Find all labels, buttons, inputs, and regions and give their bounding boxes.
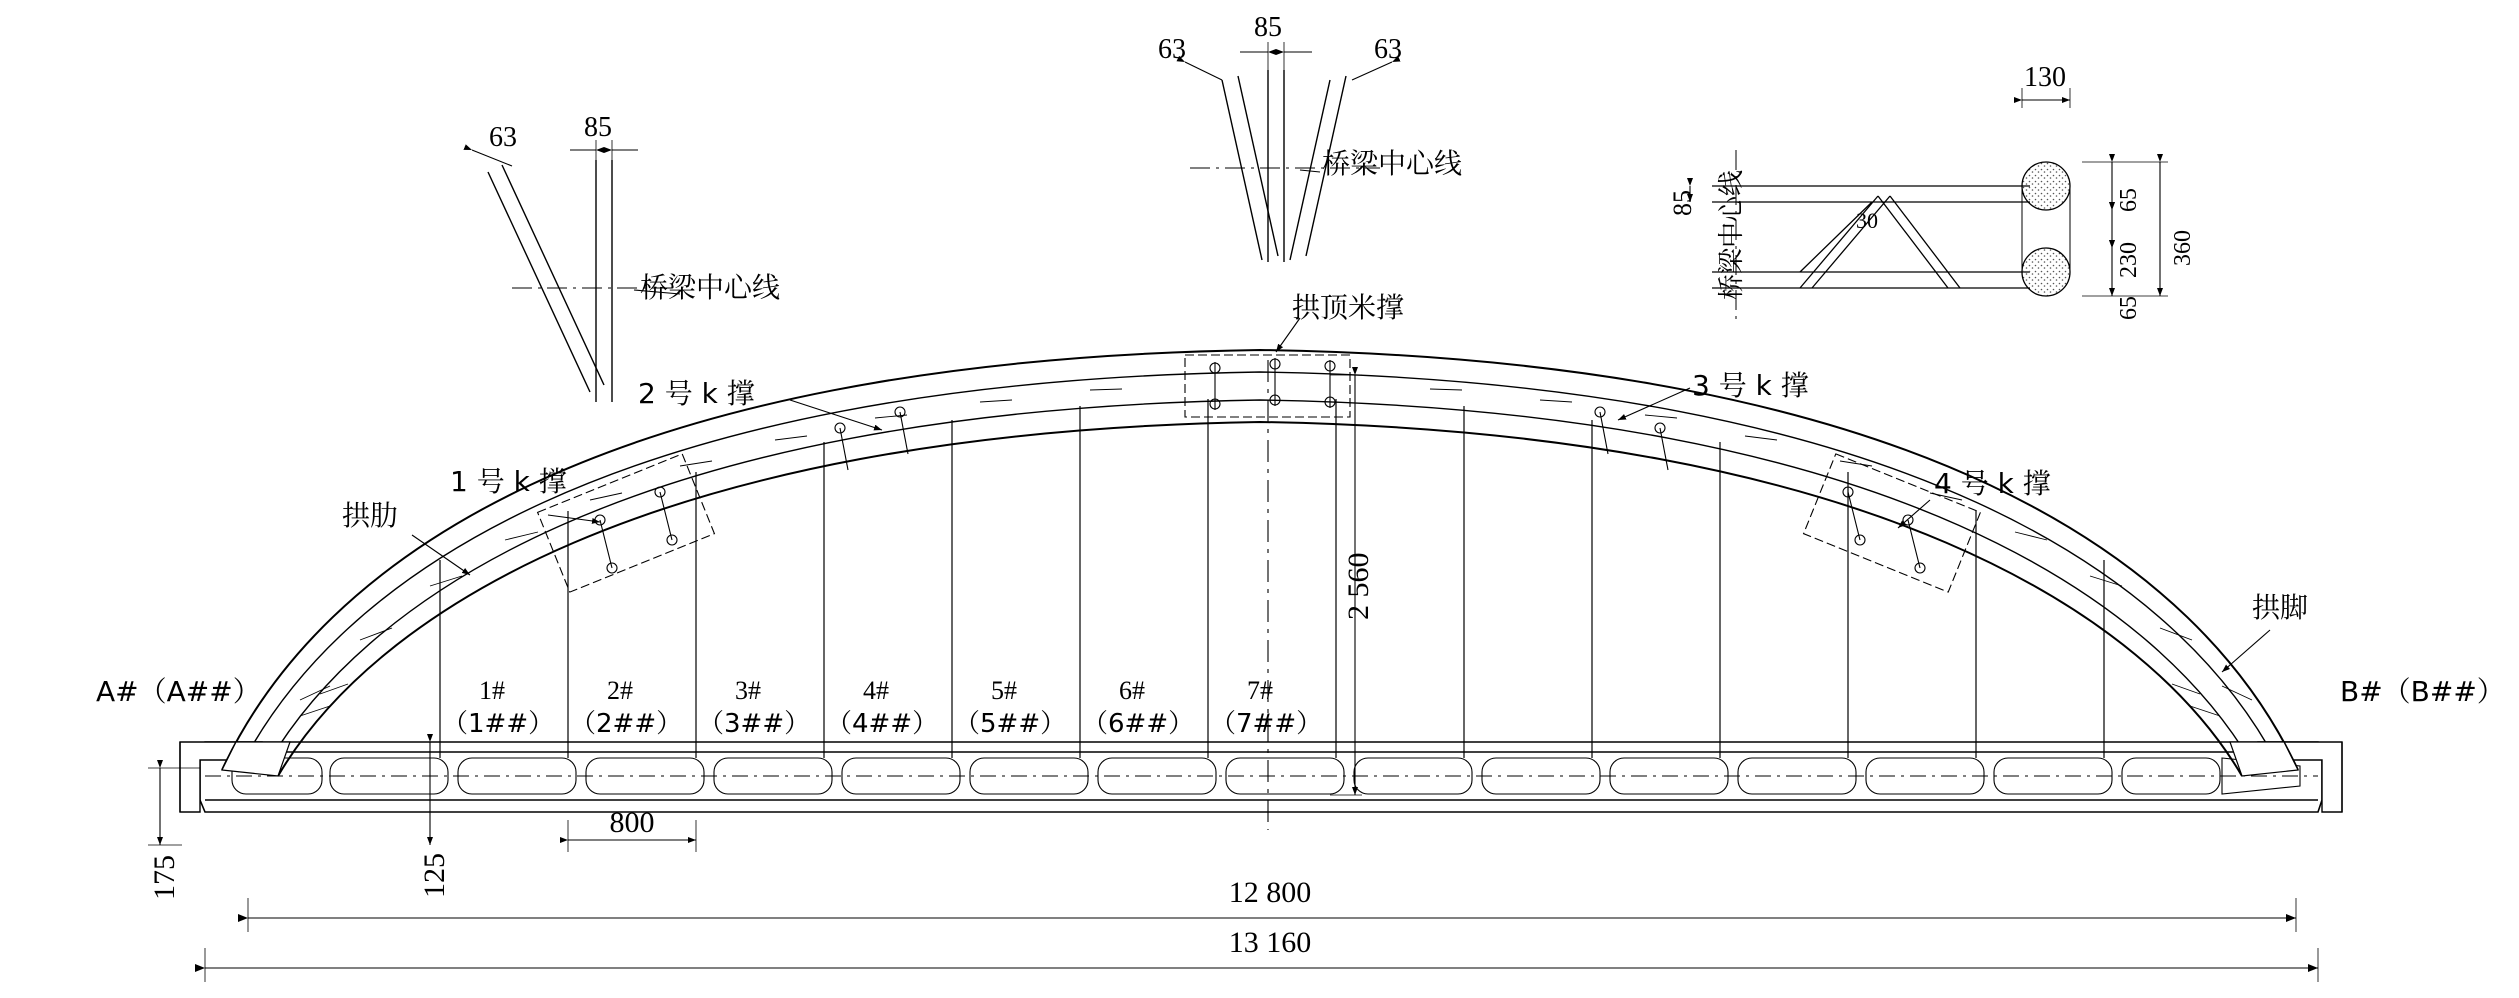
- hanger-label-7-bottom: （7##）: [1210, 709, 1323, 739]
- dim-detail-a-85: 85: [584, 112, 612, 143]
- hanger-label-2-bottom: （2##）: [570, 709, 683, 739]
- dim-total-13160: 13 160: [1228, 926, 1312, 959]
- hanger-label-3-top: 3#: [735, 676, 761, 705]
- label-brace-2: 2 号 k 撑: [638, 377, 755, 410]
- dim-detail-b-63-left: 63: [1158, 34, 1186, 65]
- hanger-label-1-bottom: （1##）: [442, 709, 555, 739]
- dim-detail-c-230: 230: [2116, 242, 2142, 278]
- dim-detail-b-63-right: 63: [1374, 34, 1402, 65]
- label-brace-3: 3 号 k 撑: [1692, 369, 1809, 402]
- label-support-right: B#（B##）: [2340, 675, 2505, 708]
- hanger-label-7-top: 7#: [1247, 676, 1273, 705]
- hanger-label-4-bottom: （4##）: [826, 709, 939, 739]
- hanger-label-5-top: 5#: [991, 676, 1017, 705]
- dim-detail-c-angle: 30: [1856, 208, 1878, 233]
- hanger-label-5-bottom: （5##）: [954, 709, 1067, 739]
- dim-detail-c-360: 360: [2170, 230, 2196, 266]
- label-brace-crown: 拱顶米撑: [1292, 291, 1405, 324]
- dim-detail-c-85: 85: [1668, 190, 1697, 216]
- label-bridge-centerline-c: 桥梁中心线: [1717, 169, 1747, 300]
- label-arch-rib: 拱肋: [342, 499, 399, 532]
- hanger-label-1-top: 1#: [479, 676, 505, 705]
- hanger-label-3-bottom: （3##）: [698, 709, 811, 739]
- hanger-label-6-top: 6#: [1119, 676, 1145, 705]
- label-brace-1: 1 号 k 撑: [450, 465, 567, 498]
- label-bridge-centerline-b: 桥梁中心线: [1322, 147, 1463, 180]
- dim-deck-offset-125: 125: [418, 853, 451, 898]
- hanger-label-6-bottom: （6##）: [1082, 709, 1195, 739]
- dim-panel-800: 800: [609, 806, 655, 839]
- label-bridge-centerline-a: 桥梁中心线: [640, 271, 781, 304]
- dim-deck-depth-175: 175: [148, 855, 181, 900]
- dim-detail-c-65-top: 65: [2116, 188, 2142, 212]
- hanger-label-2-top: 2#: [607, 676, 633, 705]
- label-support-left: A#（A##）: [96, 675, 261, 708]
- hanger-label-4-top: 4#: [863, 676, 889, 705]
- dim-span-12800: 12 800: [1228, 876, 1312, 909]
- dim-detail-c-65-bottom: 65: [2116, 296, 2142, 320]
- dim-detail-c-130: 130: [2024, 62, 2066, 93]
- label-arch-foot: 拱脚: [2252, 591, 2309, 624]
- label-brace-4: 4 号 k 撑: [1934, 467, 2051, 500]
- dim-rise-2560: 2 560: [1342, 552, 1375, 620]
- dim-detail-b-85: 85: [1254, 12, 1282, 43]
- dim-detail-a-63: 63: [489, 122, 517, 153]
